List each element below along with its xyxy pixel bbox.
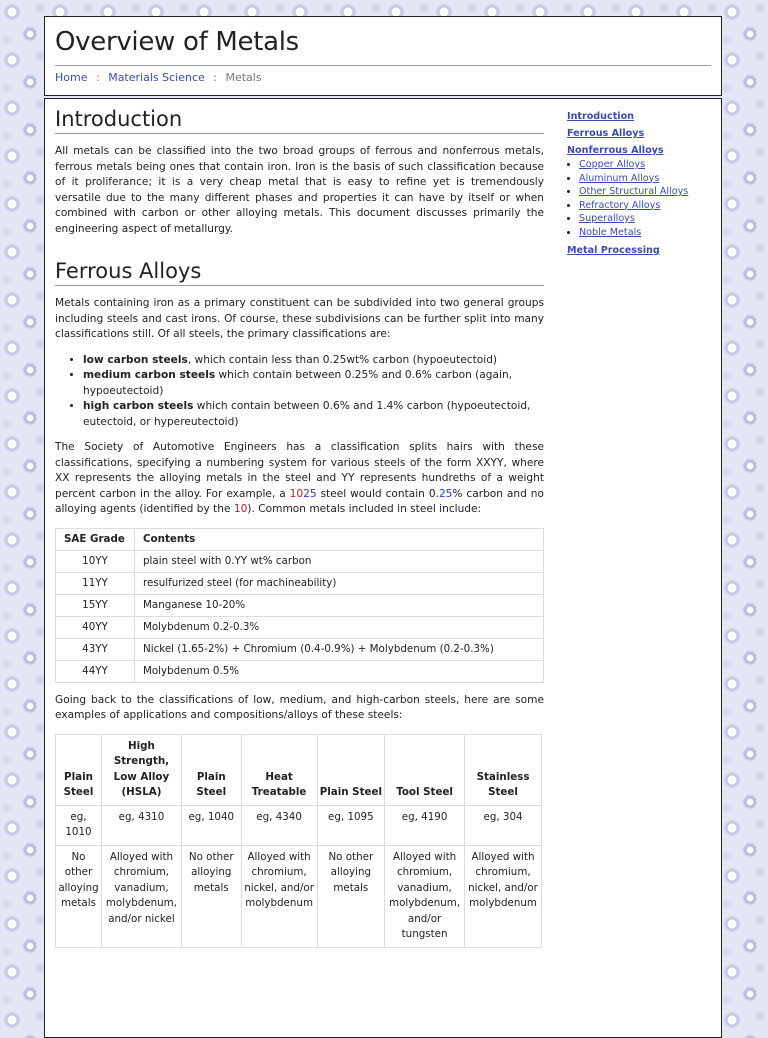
toc-subitem [579,212,715,226]
table-of-contents [567,111,715,262]
table-header-row [56,734,542,805]
sae-text: steel would contain 0. [316,487,439,500]
toc-link-metal-processing[interactable]: Metal Processing [567,245,660,256]
sae-grade-table [55,528,544,683]
table-header-row [56,528,544,550]
article [55,107,544,948]
contents-cell: plain steel with 0.YY wt% carbon [135,550,544,572]
example-grade-cell: eg, 1010 [56,805,102,845]
list-item-term: high carbon steels [83,400,194,412]
list-item-text: , which contain less than 0.25wt% carbon (hypoeutectoid) [187,353,498,366]
toc-subitem [579,199,715,213]
page-header [44,16,722,96]
ferrous-paragraph: Metals containing iron as a primary constituent can be subdivided into two general groups including steels and cast irons. Of course, these subdivisions can be further split into many classifications still. Of all steels, the primary classifications are: [55,297,544,340]
breadcrumb-separator: : [95,71,100,84]
sae-grade-cell: 44YY [56,660,135,682]
column-header: Contents [135,528,544,550]
steel-applications-table [55,734,542,948]
breadcrumb-home-link[interactable]: Home [55,71,88,84]
breadcrumb-separator: : [213,71,217,84]
introduction-heading: Introduction [55,107,544,134]
page-title: Overview of Metals [55,27,299,57]
contents-cell: Molybdenum 0.5% [135,660,544,682]
toc-link-ferrous-alloys[interactable]: Ferrous Alloys [567,128,645,139]
toc-link-nonferrous-alloys[interactable]: Nonferrous Alloys [567,145,664,156]
list-item-term: medium carbon steels [83,369,216,381]
example-grade-cell: eg, 4340 [241,805,317,845]
main-content-panel [44,98,722,1038]
toc-subitem [579,158,715,172]
toc-link-introduction[interactable]: Introduction [567,111,634,122]
toc-link-other-structural-alloys[interactable]: Other Structural Alloys [579,186,689,197]
ferrous-alloys-heading: Ferrous Alloys [55,259,544,286]
contents-cell: Nickel (1.65-2%) + Chromium (0.4-0.9%) + Molybdenum (0.2-0.3%) [135,638,544,660]
list-item-text: which contain between 0.6% and 1.4% carbon (hypoeutectoid, eutectoid, or hypereutectoid) [83,400,531,428]
alloy-composition-cell: No other alloying metals [317,845,385,947]
toc-link-superalloys[interactable]: Superalloys [579,213,635,224]
toc-link-refractory-alloys[interactable]: Refractory Alloys [579,199,661,211]
table-row [56,638,544,660]
sae-grade-cell: 10YY [56,550,135,572]
example-grade-cell: eg, 4190 [385,805,465,845]
breadcrumb-current: Metals [225,71,262,84]
toc-link-aluminum-alloys[interactable]: Aluminum Alloys [579,172,660,184]
toc-subitem [579,185,715,199]
column-header: Plain Steel [181,734,241,805]
alloy-composition-cell: No other alloying metals [56,845,102,947]
sae-text: % carbon and no alloying agents (identified by the [55,487,544,515]
title-divider [55,65,711,66]
table-row [56,805,542,845]
toc-subitem [579,172,715,186]
alloy-composition-cell: Alloyed with chromium, nickel, and/or molybdenum [241,845,317,947]
column-header: Heat Treatable [241,734,317,805]
table-row [56,660,544,682]
sae-grade-cell: 11YY [56,572,135,594]
toc-link-noble-metals[interactable]: Noble Metals [579,226,642,238]
sae-example-alloy-code: 10 [289,487,304,500]
alloy-composition-cell: Alloyed with chromium, nickel, and/or molybdenum [465,845,542,947]
example-grade-cell: eg, 1095 [317,805,385,845]
example-grade-cell: eg, 1040 [181,805,241,845]
toc-subitem [579,226,715,240]
sae-grade-cell: 43YY [56,638,135,660]
contents-cell: resulfurized steel (for machineability) [135,572,544,594]
column-header: SAE Grade [56,528,135,550]
applications-paragraph: Going back to the classifications of low, medium, and high-carbon steels, here are some examples of applications and compositions/alloys of these steels: [55,693,544,721]
example-grade-cell: eg, 304 [465,805,542,845]
sae-example-carbon-pct: 25 [438,487,453,500]
introduction-paragraph: All metals can be classified into the two broad groups of ferrous and nonferrous metals, ferrous metals being ones that contain iron. Iron is the basis of such classification because of it proliferance; it is a very cheap metal that is easy to refine yet is tremendously versatile due to the many different phases and properties it can have by itself or when combined with carbon or other alloying metals. This document discusses primarily the engineering aspect of metallurgy. [55,145,544,235]
list-item [83,353,544,369]
sae-grade-cell: 15YY [56,594,135,616]
table-row [56,616,544,638]
toc-sublist [567,158,715,239]
sae-paragraph [55,440,544,518]
breadcrumb-materials-science-link[interactable]: Materials Science [108,71,205,84]
example-grade-cell: eg, 4310 [101,805,181,845]
table-row [56,845,542,947]
column-header: Stainless Steel [465,734,542,805]
list-item [83,399,544,430]
column-header: Plain Steel [56,734,102,805]
column-header: Tool Steel [385,734,465,805]
alloy-composition-cell: Alloyed with chromium, vanadium, molybdenum, and/or nickel [101,845,181,947]
column-header: Plain Steel [317,734,385,805]
list-item [83,368,544,399]
sae-grade-cell: 40YY [56,616,135,638]
list-item-text: which contain between 0.25% and 0.6% carbon (again, hypoeutectoid) [83,369,513,397]
sae-example-carbon-code: 25 [303,487,317,500]
sae-example-alloy-id: 10 [233,503,248,515]
column-header: High Strength, Low Alloy (HSLA) [101,734,181,805]
sae-text: The Society of Automotive Engineers has a classification splits hairs with these classifications, specifying a numbering system for various steels of the form XXYY, where XX represents the alloying metals in the steel and YY represents hundreths of a weight percent carbon in the alloy. For example, a [55,441,544,500]
table-row [56,572,544,594]
list-item-term: low carbon steels [83,353,188,366]
alloy-composition-cell: No other alloying metals [181,845,241,947]
sae-text: ). Common metals included in steel include: [247,503,482,515]
contents-cell: Molybdenum 0.2-0.3% [135,616,544,638]
alloy-composition-cell: Alloyed with chromium, vanadium, molybdenum, and/or tungsten [385,845,465,947]
contents-cell: Manganese 10-20% [135,594,544,616]
table-row [56,550,544,572]
table-row [56,594,544,616]
breadcrumb [55,71,262,84]
toc-link-copper-alloys[interactable]: Copper Alloys [579,159,646,170]
steel-classification-list [55,353,544,431]
